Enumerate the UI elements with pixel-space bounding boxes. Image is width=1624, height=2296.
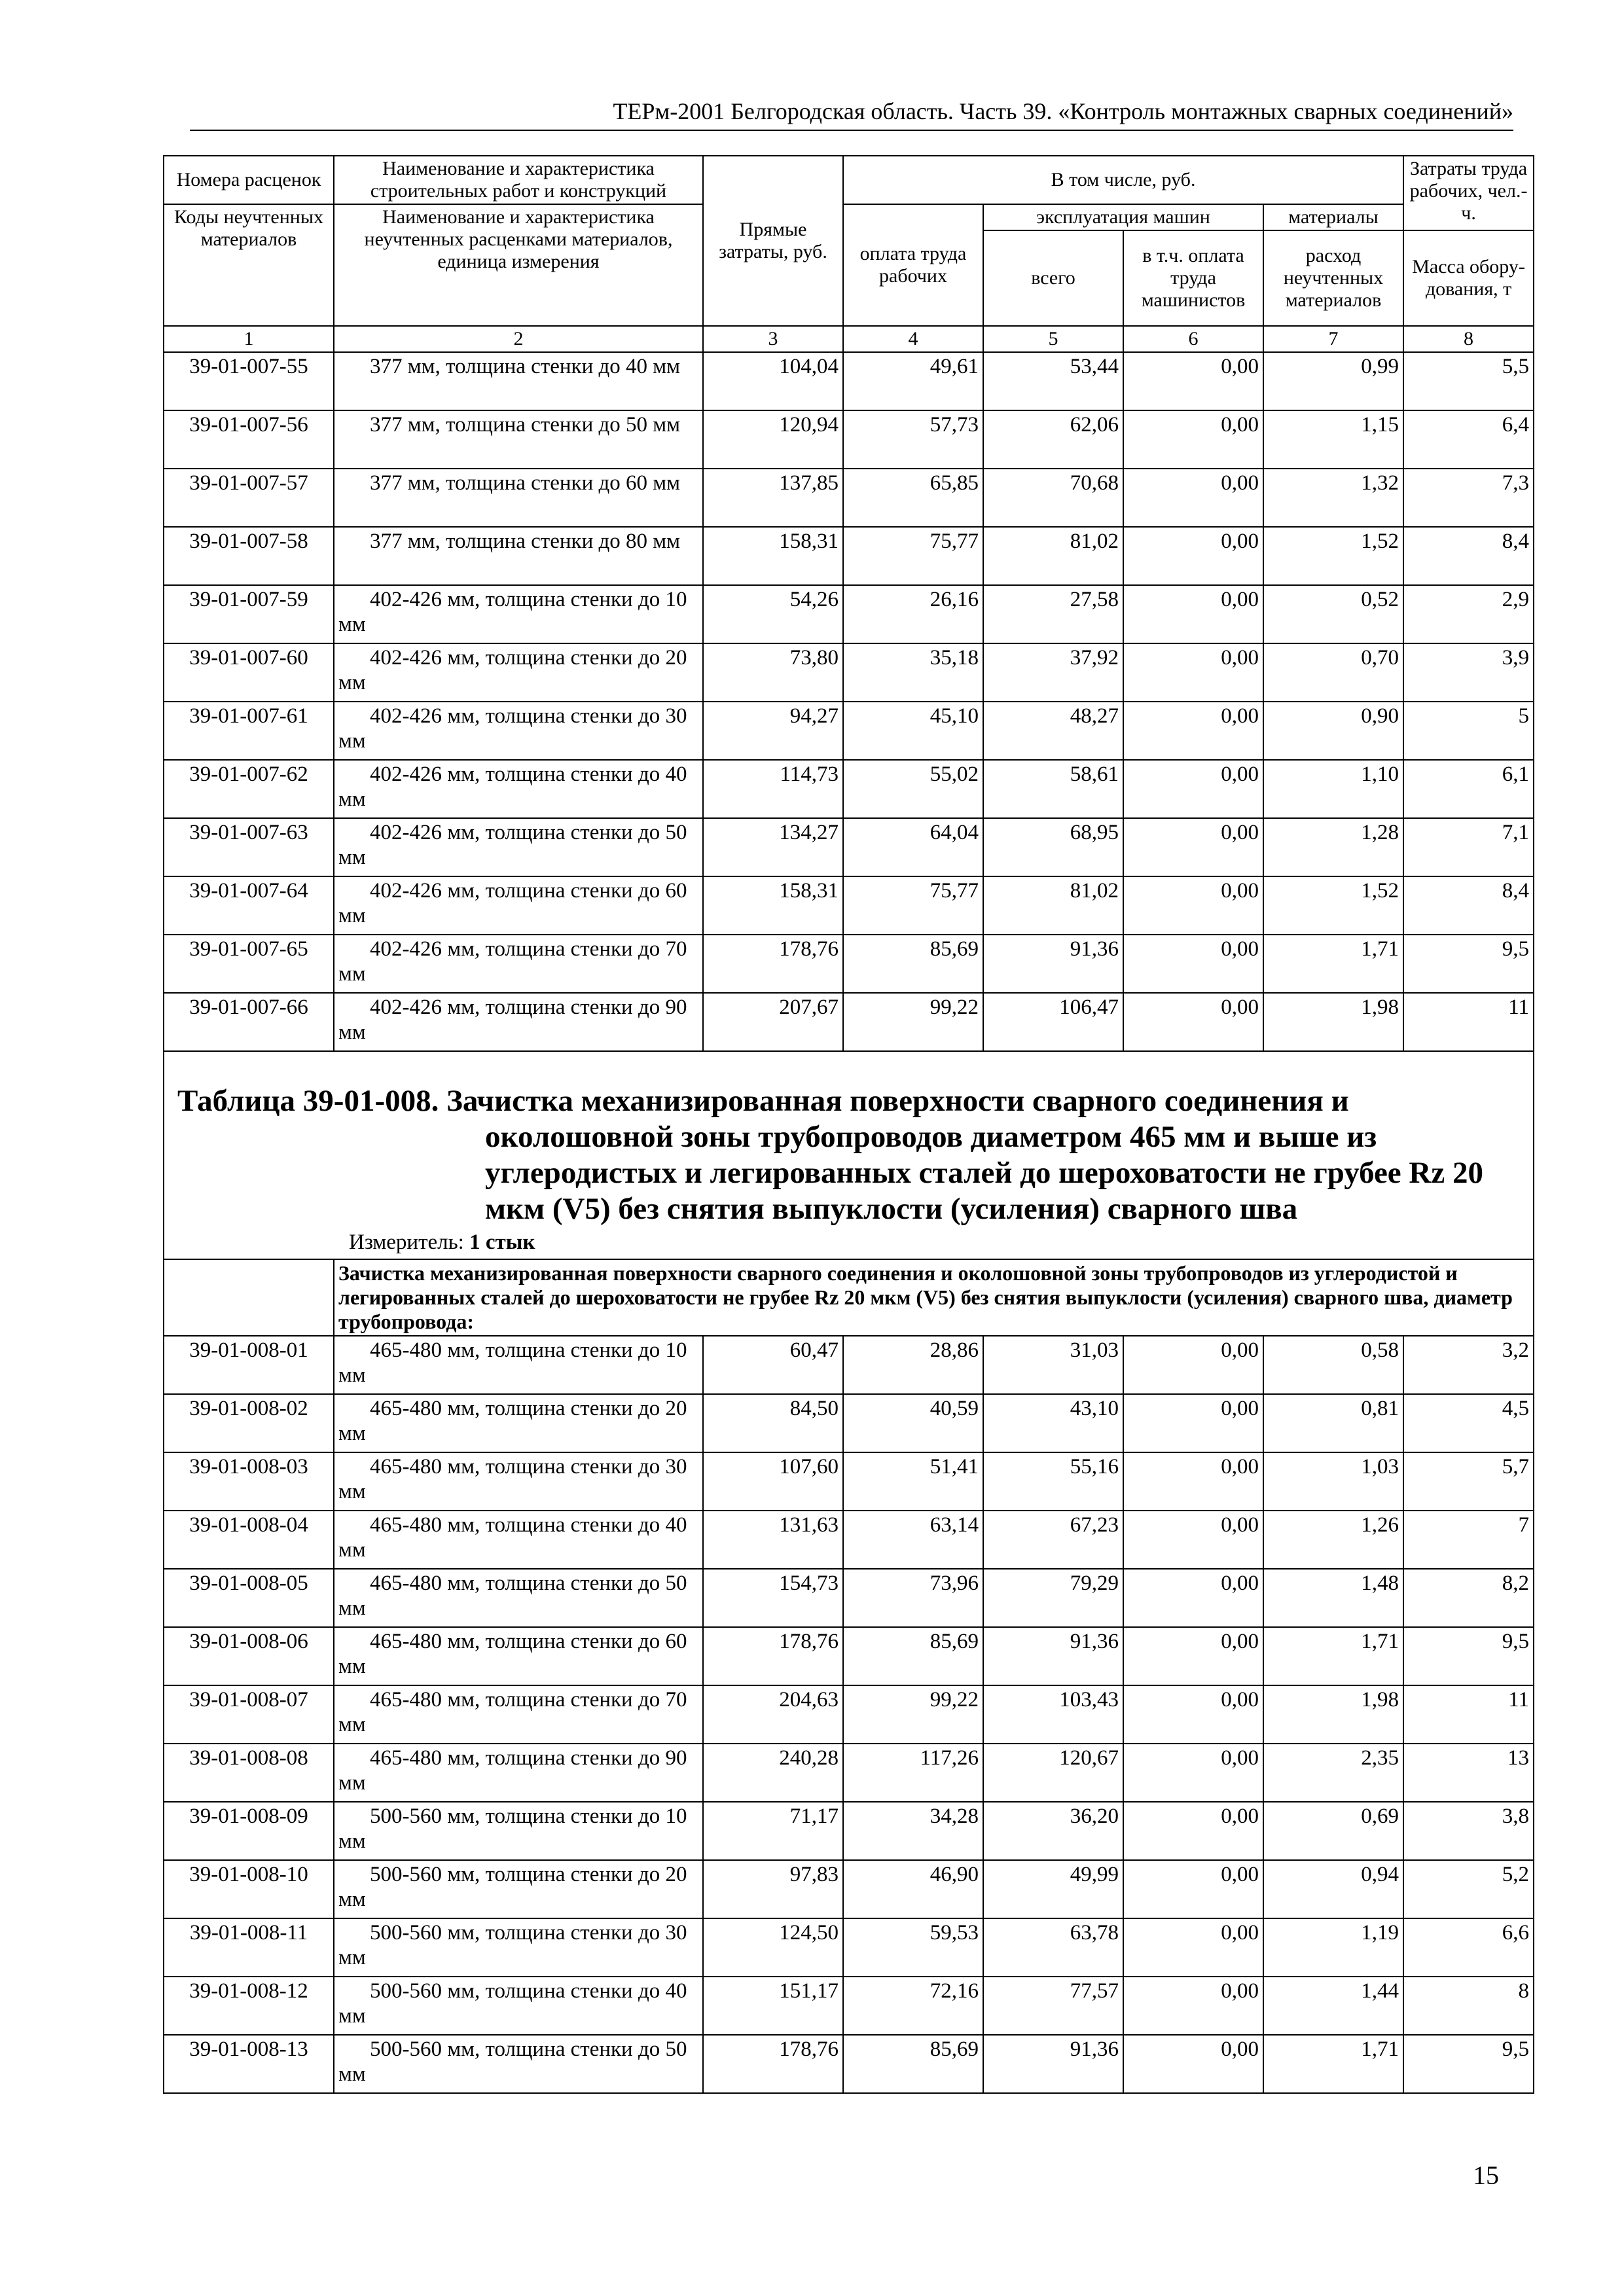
rate-value: 43,10 [983, 1394, 1123, 1452]
rate-code: 39-01-007-60 [164, 643, 334, 702]
rate-value: 11 [1403, 1685, 1534, 1744]
rate-value: 5,5 [1403, 352, 1534, 410]
rate-description: 465-480 мм, толщина стенки до 70 мм [334, 1685, 703, 1744]
rate-value: 28,86 [843, 1336, 983, 1394]
rate-value: 40,59 [843, 1394, 983, 1452]
rate-value: 1,52 [1263, 527, 1403, 585]
rate-value: 204,63 [703, 1685, 843, 1744]
rate-description: 465-480 мм, толщина стенки до 30 мм [334, 1452, 703, 1511]
rate-value: 84,50 [703, 1394, 843, 1452]
rate-code: 39-01-008-10 [164, 1860, 334, 1918]
rate-value: 0,00 [1123, 760, 1263, 818]
rate-value: 6,6 [1403, 1918, 1534, 1977]
rate-value: 0,00 [1123, 352, 1263, 410]
rate-value: 0,00 [1123, 1977, 1263, 2035]
rate-value: 1,19 [1263, 1918, 1403, 1977]
rate-description: 402-426 мм, толщина стенки до 40 мм [334, 760, 703, 818]
rate-value: 99,22 [843, 1685, 983, 1744]
table-row [164, 2035, 1534, 2093]
table-title-row [164, 1051, 1534, 1259]
rate-value: 57,73 [843, 410, 983, 469]
rate-value: 9,5 [1403, 1627, 1534, 1685]
rate-value: 85,69 [843, 1627, 983, 1685]
table-row [164, 760, 1534, 818]
rate-value: 1,28 [1263, 818, 1403, 876]
rate-value: 0,81 [1263, 1394, 1403, 1452]
rate-code: 39-01-008-03 [164, 1452, 334, 1511]
rate-code: 39-01-008-08 [164, 1744, 334, 1802]
rate-value: 178,76 [703, 1627, 843, 1685]
rate-value: 0,00 [1123, 935, 1263, 993]
rate-value: 3,9 [1403, 643, 1534, 702]
col-8-header-b: Масса обору-дования, т [1403, 230, 1534, 326]
rate-value: 0,70 [1263, 643, 1403, 702]
rate-value: 0,00 [1123, 585, 1263, 643]
measure-label: Измеритель: [349, 1230, 464, 1254]
rate-value: 46,90 [843, 1860, 983, 1918]
rate-value: 1,15 [1263, 410, 1403, 469]
rate-value: 64,04 [843, 818, 983, 876]
rate-value: 81,02 [983, 876, 1123, 935]
rate-value: 0,58 [1263, 1336, 1403, 1394]
rate-value: 9,5 [1403, 935, 1534, 993]
column-number: 4 [843, 326, 983, 352]
col-3-header: Прямые затраты, руб. [703, 156, 843, 326]
section-heading-row [164, 1259, 1534, 1336]
rate-code: 39-01-007-58 [164, 527, 334, 585]
rate-code: 39-01-007-57 [164, 469, 334, 527]
rate-value: 0,99 [1263, 352, 1403, 410]
column-number: 2 [334, 326, 703, 352]
rate-value: 73,96 [843, 1569, 983, 1627]
table-row [164, 935, 1534, 993]
rate-description: 500-560 мм, толщина стенки до 10 мм [334, 1802, 703, 1860]
rate-value: 0,00 [1123, 1627, 1263, 1685]
rate-value: 0,00 [1123, 1511, 1263, 1569]
rate-value: 55,02 [843, 760, 983, 818]
rate-value: 0,90 [1263, 702, 1403, 760]
rate-value: 0,00 [1123, 702, 1263, 760]
rate-description: 402-426 мм, толщина стенки до 90 мм [334, 993, 703, 1051]
table-row [164, 1627, 1534, 1685]
rate-description: 402-426 мм, толщина стенки до 50 мм [334, 818, 703, 876]
rate-value: 75,77 [843, 876, 983, 935]
rate-value: 8,4 [1403, 876, 1534, 935]
table-row [164, 585, 1534, 643]
rate-value: 1,26 [1263, 1511, 1403, 1569]
rate-value: 55,16 [983, 1452, 1123, 1511]
rate-description: 465-480 мм, толщина стенки до 60 мм [334, 1627, 703, 1685]
rate-value: 1,71 [1263, 2035, 1403, 2093]
rate-code: 39-01-008-04 [164, 1511, 334, 1569]
table-row [164, 1452, 1534, 1511]
measure-line [177, 1230, 1520, 1255]
rate-value: 31,03 [983, 1336, 1123, 1394]
rate-value: 103,43 [983, 1685, 1123, 1744]
table-row [164, 1569, 1534, 1627]
rate-description: 402-426 мм, толщина стенки до 20 мм [334, 643, 703, 702]
table-row [164, 643, 1534, 702]
rate-value: 45,10 [843, 702, 983, 760]
rate-value: 0,00 [1123, 1802, 1263, 1860]
rate-value: 0,00 [1123, 818, 1263, 876]
table-row [164, 527, 1534, 585]
table-row [164, 1918, 1534, 1977]
rate-value: 99,22 [843, 993, 983, 1051]
column-number: 7 [1263, 326, 1403, 352]
rate-code: 39-01-007-55 [164, 352, 334, 410]
rate-description: 465-480 мм, толщина стенки до 40 мм [334, 1511, 703, 1569]
rate-description: 465-480 мм, толщина стенки до 20 мм [334, 1394, 703, 1452]
table-row [164, 1336, 1534, 1394]
rate-value: 137,85 [703, 469, 843, 527]
rate-value: 117,26 [843, 1744, 983, 1802]
col-4-header: оплата труда рабочих [843, 204, 983, 326]
table-body [164, 156, 1534, 2093]
rate-value: 36,20 [983, 1802, 1123, 1860]
rate-value: 37,92 [983, 643, 1123, 702]
rate-value: 13 [1403, 1744, 1534, 1802]
column-numbers-row [164, 326, 1534, 352]
rate-value: 72,16 [843, 1977, 983, 2035]
rate-value: 7,1 [1403, 818, 1534, 876]
rate-code: 39-01-008-07 [164, 1685, 334, 1744]
rate-value: 8,2 [1403, 1569, 1534, 1627]
rate-value: 0,00 [1123, 1685, 1263, 1744]
rate-value: 1,03 [1263, 1452, 1403, 1511]
col-8-labor-label: Затраты труда рабочих, чел.-ч. [1409, 158, 1528, 224]
rate-value: 9,5 [1403, 2035, 1534, 2093]
rate-value: 0,00 [1123, 2035, 1263, 2093]
rate-value: 158,31 [703, 876, 843, 935]
rate-description: 402-426 мм, толщина стенки до 30 мм [334, 702, 703, 760]
rate-value: 54,26 [703, 585, 843, 643]
included-header: В том числе, руб. [843, 156, 1403, 204]
rate-value: 91,36 [983, 935, 1123, 993]
rate-value: 8,4 [1403, 527, 1534, 585]
rate-description: 402-426 мм, толщина стенки до 60 мм [334, 876, 703, 935]
rate-value: 1,98 [1263, 1685, 1403, 1744]
rate-description: 377 мм, толщина стенки до 60 мм [334, 469, 703, 527]
rate-value: 11 [1403, 993, 1534, 1051]
rate-value: 63,14 [843, 1511, 983, 1569]
column-number: 6 [1123, 326, 1263, 352]
column-number: 5 [983, 326, 1123, 352]
rate-value: 6,4 [1403, 410, 1534, 469]
rate-description: 465-480 мм, толщина стенки до 10 мм [334, 1336, 703, 1394]
rate-value: 67,23 [983, 1511, 1123, 1569]
rate-description: 465-480 мм, толщина стенки до 90 мм [334, 1744, 703, 1802]
rate-value: 1,32 [1263, 469, 1403, 527]
table-title-cell [164, 1051, 1534, 1259]
column-number: 1 [164, 326, 334, 352]
rate-value: 91,36 [983, 1627, 1123, 1685]
rate-value: 1,71 [1263, 935, 1403, 993]
table-row [164, 818, 1534, 876]
table-row [164, 1744, 1534, 1802]
rate-value: 0,00 [1123, 993, 1263, 1051]
rate-description: 465-480 мм, толщина стенки до 50 мм [334, 1569, 703, 1627]
rate-value: 0,00 [1123, 1336, 1263, 1394]
table-row [164, 702, 1534, 760]
rate-value: 4,5 [1403, 1394, 1534, 1452]
rate-description: 402-426 мм, толщина стенки до 70 мм [334, 935, 703, 993]
rate-value: 48,27 [983, 702, 1123, 760]
rate-value: 59,53 [843, 1918, 983, 1977]
machines-header: эксплуатация машин [983, 204, 1263, 230]
table-row [164, 1685, 1534, 1744]
rate-value: 77,57 [983, 1977, 1123, 2035]
rate-description: 377 мм, толщина стенки до 40 мм [334, 352, 703, 410]
rate-code: 39-01-007-64 [164, 876, 334, 935]
section-heading-empty-cell [164, 1259, 334, 1336]
rate-value: 0,00 [1123, 1569, 1263, 1627]
rate-code: 39-01-007-62 [164, 760, 334, 818]
rate-value: 1,52 [1263, 876, 1403, 935]
rate-value: 104,04 [703, 352, 843, 410]
rate-value: 34,28 [843, 1802, 983, 1860]
rate-code: 39-01-008-11 [164, 1918, 334, 1977]
rate-value: 58,61 [983, 760, 1123, 818]
rate-value: 8 [1403, 1977, 1534, 2035]
rate-value: 51,41 [843, 1452, 983, 1511]
rate-value: 0,00 [1123, 1744, 1263, 1802]
col-7-header: расход неучтенных материалов [1263, 230, 1403, 326]
rate-value: 63,78 [983, 1918, 1123, 1977]
rate-description: 377 мм, толщина стенки до 50 мм [334, 410, 703, 469]
table-row [164, 1394, 1534, 1452]
rate-value: 0,00 [1123, 469, 1263, 527]
rate-value: 134,27 [703, 818, 843, 876]
rate-code: 39-01-007-65 [164, 935, 334, 993]
rate-value: 0,00 [1123, 1860, 1263, 1918]
rate-code: 39-01-007-61 [164, 702, 334, 760]
col-5-header: всего [983, 230, 1123, 326]
rate-value: 62,06 [983, 410, 1123, 469]
rate-value: 5 [1403, 702, 1534, 760]
rate-value: 0,00 [1123, 643, 1263, 702]
rate-value: 0,52 [1263, 585, 1403, 643]
rate-value: 1,10 [1263, 760, 1403, 818]
rate-value: 5,2 [1403, 1860, 1534, 1918]
rate-value: 5,7 [1403, 1452, 1534, 1511]
rate-value: 1,71 [1263, 1627, 1403, 1685]
rate-value: 131,63 [703, 1511, 843, 1569]
rate-value: 0,00 [1123, 876, 1263, 935]
table-row [164, 1977, 1534, 2035]
rate-value: 2,9 [1403, 585, 1534, 643]
col-1-header-b: Коды неучтенных материалов [164, 204, 334, 326]
rate-value: 6,1 [1403, 760, 1534, 818]
rate-value: 0,00 [1123, 1394, 1263, 1452]
rate-value: 0,00 [1123, 410, 1263, 469]
rate-value: 151,17 [703, 1977, 843, 2035]
rate-value: 106,47 [983, 993, 1123, 1051]
col-2-header: Наименование и характеристика строительных работ и конструкций [334, 156, 703, 204]
rate-description: 377 мм, толщина стенки до 80 мм [334, 527, 703, 585]
rate-value: 154,73 [703, 1569, 843, 1627]
rate-code: 39-01-007-66 [164, 993, 334, 1051]
rate-value: 114,73 [703, 760, 843, 818]
rate-value: 120,67 [983, 1744, 1123, 1802]
rate-code: 39-01-008-06 [164, 1627, 334, 1685]
rate-value: 0,00 [1123, 527, 1263, 585]
table-row [164, 1860, 1534, 1918]
rate-value: 49,61 [843, 352, 983, 410]
rate-value: 97,83 [703, 1860, 843, 1918]
column-number: 3 [703, 326, 843, 352]
rate-value: 75,77 [843, 527, 983, 585]
rate-code: 39-01-008-13 [164, 2035, 334, 2093]
rate-description: 402-426 мм, толщина стенки до 10 мм [334, 585, 703, 643]
col-2-header-b: Наименование и характеристика неучтенных расценками материалов, единица измерения [334, 204, 703, 326]
rate-value: 2,35 [1263, 1744, 1403, 1802]
rate-code: 39-01-008-12 [164, 1977, 334, 2035]
rate-value: 0,00 [1123, 1452, 1263, 1511]
rate-value: 35,18 [843, 643, 983, 702]
rate-value: 49,99 [983, 1860, 1123, 1918]
rate-code: 39-01-007-56 [164, 410, 334, 469]
rate-value: 71,17 [703, 1802, 843, 1860]
rate-code: 39-01-007-59 [164, 585, 334, 643]
page-header: ТЕРм-2001 Белгородская область. Часть 39. «Контроль монтажных сварных соединений» [613, 98, 1513, 124]
rate-code: 39-01-007-63 [164, 818, 334, 876]
table-title: Таблица 39-01-008. Зачистка механизированная поверхности сварного соединения и околошовной зоны трубопроводов диаметром 465 мм и выше из углеродистых и легированных сталей до шероховатости не грубее Rz 20 мкм (V5) без снятия выпуклости (усиления) сварного шва [177, 1084, 1483, 1226]
rate-value: 7,3 [1403, 469, 1534, 527]
rate-value: 70,68 [983, 469, 1123, 527]
materials-header: материалы [1263, 204, 1403, 230]
rate-code: 39-01-008-01 [164, 1336, 334, 1394]
rate-value: 1,48 [1263, 1569, 1403, 1627]
page-number: 15 [1473, 2161, 1499, 2190]
rate-value: 73,80 [703, 643, 843, 702]
rate-value: 79,29 [983, 1569, 1123, 1627]
rate-value: 65,85 [843, 469, 983, 527]
col-8-header-a [1403, 156, 1534, 230]
rate-value: 94,27 [703, 702, 843, 760]
rate-description: 500-560 мм, толщина стенки до 40 мм [334, 1977, 703, 2035]
rate-value: 81,02 [983, 527, 1123, 585]
table-row [164, 1802, 1534, 1860]
rate-value: 0,69 [1263, 1802, 1403, 1860]
rate-value: 178,76 [703, 2035, 843, 2093]
col-6-header: в т.ч. оплата труда машинистов [1123, 230, 1263, 326]
rate-value: 85,69 [843, 2035, 983, 2093]
rate-value: 91,36 [983, 2035, 1123, 2093]
rate-value: 207,67 [703, 993, 843, 1051]
header-rule [190, 130, 1513, 131]
rate-value: 178,76 [703, 935, 843, 993]
rate-value: 3,8 [1403, 1802, 1534, 1860]
table-row [164, 1511, 1534, 1569]
rate-value: 107,60 [703, 1452, 843, 1511]
rate-value: 0,94 [1263, 1860, 1403, 1918]
table-row [164, 410, 1534, 469]
rate-code: 39-01-008-02 [164, 1394, 334, 1452]
rate-value: 3,2 [1403, 1336, 1534, 1394]
rate-code: 39-01-008-09 [164, 1802, 334, 1860]
rate-value: 240,28 [703, 1744, 843, 1802]
column-number: 8 [1403, 326, 1534, 352]
rate-description: 500-560 мм, толщина стенки до 50 мм [334, 2035, 703, 2093]
rate-description: 500-560 мм, толщина стенки до 30 мм [334, 1918, 703, 1977]
measure-value: 1 стык [469, 1230, 535, 1254]
table-row [164, 993, 1534, 1051]
rate-value: 53,44 [983, 352, 1123, 410]
rates-table [163, 155, 1534, 2094]
rate-value: 124,50 [703, 1918, 843, 1977]
table-row [164, 469, 1534, 527]
table-row [164, 876, 1534, 935]
rate-value: 26,16 [843, 585, 983, 643]
table-row [164, 352, 1534, 410]
col-1-header: Номера расценок [164, 156, 334, 204]
rate-value: 27,58 [983, 585, 1123, 643]
rate-code: 39-01-008-05 [164, 1569, 334, 1627]
rate-value: 0,00 [1123, 1918, 1263, 1977]
rate-value: 85,69 [843, 935, 983, 993]
rate-value: 1,44 [1263, 1977, 1403, 2035]
rate-description: 500-560 мм, толщина стенки до 20 мм [334, 1860, 703, 1918]
rate-value: 68,95 [983, 818, 1123, 876]
section-heading: Зачистка механизированная поверхности сварного соединения и околошовной зоны трубопроводов из углеродистой и легированных сталей до шероховатости не грубее Rz 20 мкм (V5) без снятия выпуклости (усиления) сварного шва, диаметр трубопровода: [334, 1259, 1534, 1336]
rate-value: 60,47 [703, 1336, 843, 1394]
rate-value: 7 [1403, 1511, 1534, 1569]
rate-value: 120,94 [703, 410, 843, 469]
rate-value: 158,31 [703, 527, 843, 585]
rate-value: 1,98 [1263, 993, 1403, 1051]
